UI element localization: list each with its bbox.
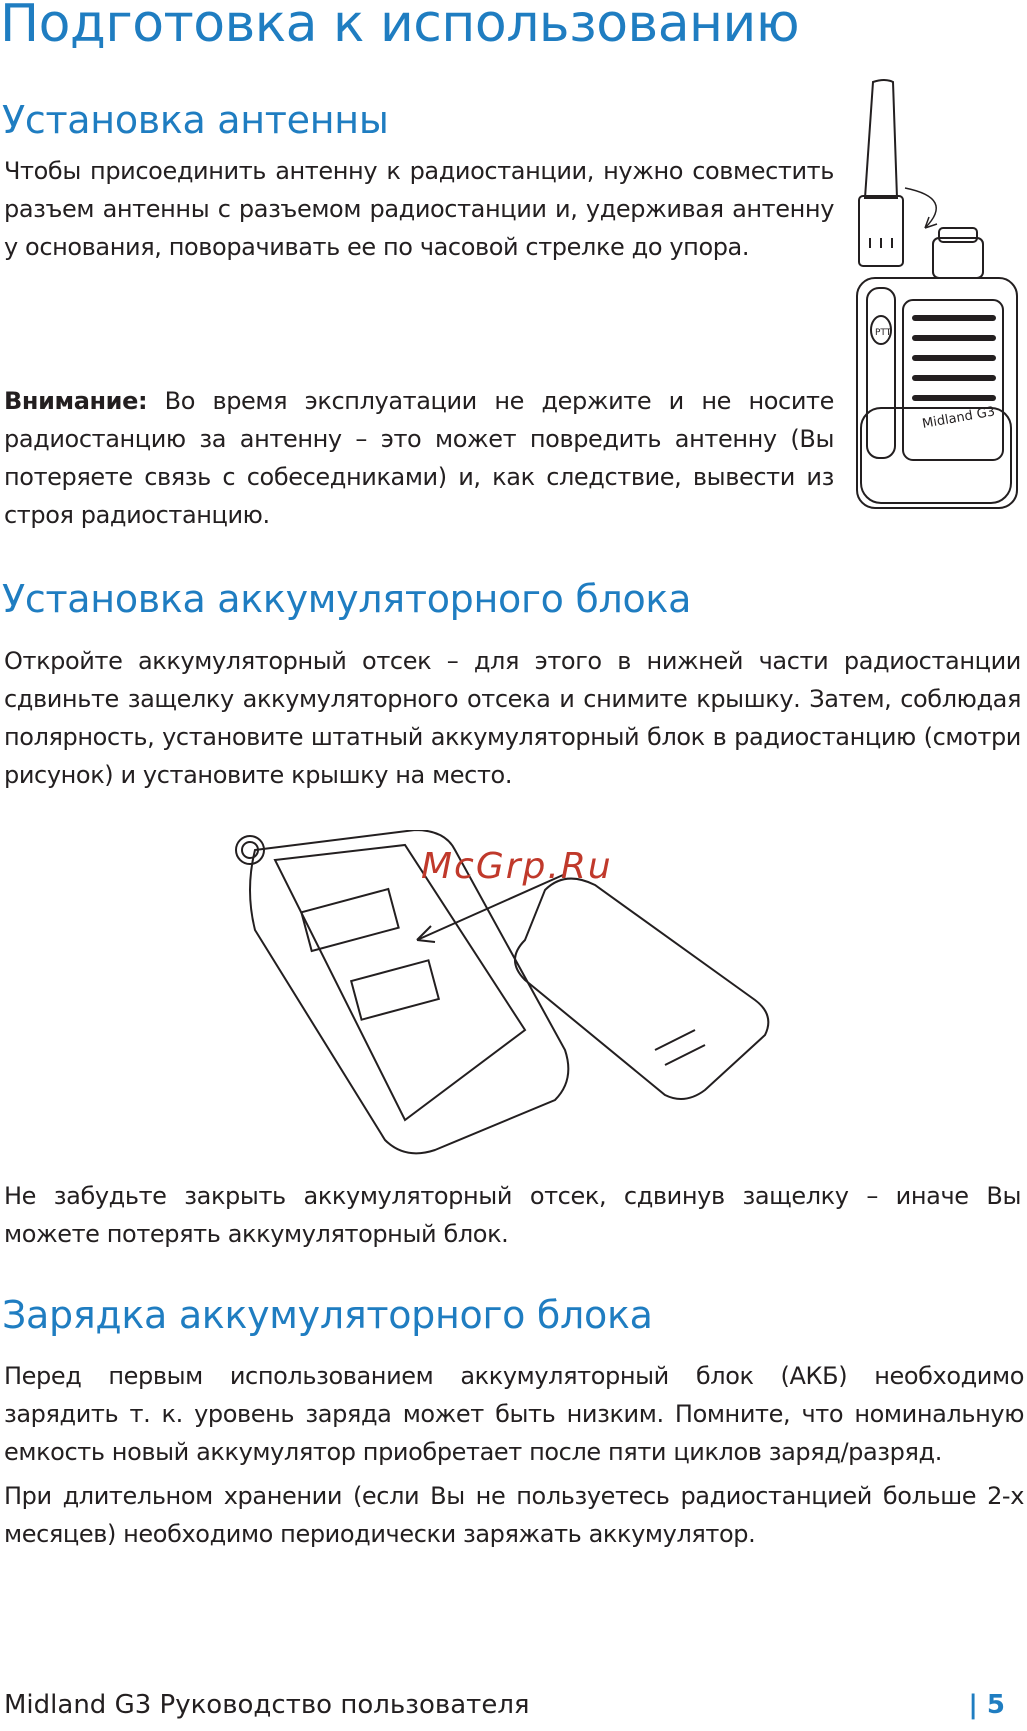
battery-note: Не забудьте закрыть аккумуляторный отсек, сдвинув защелку – иначе Вы можете потерять аккумуляторный блок. [4, 1182, 1021, 1248]
ptt-label: PTT [875, 328, 892, 338]
antenna-warning [4, 382, 834, 534]
antenna-text: Чтобы присоединить антенну к радиостанции, нужно совместить разъем антенны с разъемом радиостанции и, удерживая антенну у основания, поворачивать ее по часовой стрелке до упора. [4, 157, 834, 261]
charging-text-2: При длительном хранении (если Вы не пользуетесь радиостанцией больше 2-х месяцев) необходимо периодически заряжать аккумулятор. [4, 1482, 1024, 1548]
footer-title: Midland G3 Руководство пользователя [4, 1690, 530, 1720]
page-title: Подготовка к использованию [0, 0, 800, 54]
radio-illustration [845, 78, 1025, 518]
charging-text-1: Перед первым использованием аккумуляторный блок (АКБ) необходимо зарядить т. к. уровень заряда может быть низким. Помните, что номинальную емкость новый аккумулятор приобретает после пяти циклов заряд/разряд. [4, 1362, 1024, 1466]
battery-heading: Установка аккумуляторного блока [2, 577, 692, 621]
watermark: McGrp.Ru [421, 846, 613, 887]
battery-illustration [235, 830, 795, 1160]
charging-heading: Зарядка аккумуляторного блока [2, 1293, 653, 1337]
battery-text: Откройте аккумуляторный отсек – для этого в нижней части радиостанции сдвиньте защелку аккумуляторного отсека и снимите крышку. Затем, соблюдая полярность, установите штатный аккумуляторный блок в радиостанцию (смотри рисунок) и установите крышку на место. [4, 647, 1021, 789]
page-number: | 5 [968, 1690, 1005, 1720]
antenna-heading: Установка антенны [2, 98, 389, 142]
radio-brand-label: Midland G3 [921, 404, 997, 432]
warning-text: Во время эксплуатации не держите и не носите радиостанцию за антенну – это может повредить антенну (Вы потеряете связь с собеседниками) и, как следствие, вывести из строя радиостанцию. [4, 387, 834, 529]
warning-label: Внимание: [4, 387, 148, 415]
